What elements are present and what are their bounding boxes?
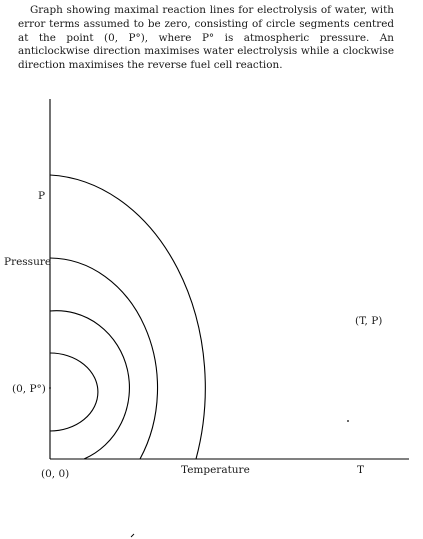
figure-caption: Graph showing maximal reaction lines for electrolysis of water, with error terms assumed to be zero, consisting of circle segments centred at the point (0, P°), where P° is atmospheric pressure. An anticlockwise direction maximises water electrolysis while a clockwise direction maximises the reverse fuel cell reaction. — [18, 4, 394, 72]
centre-label: (0, P°) — [12, 383, 46, 395]
stray-dot — [347, 420, 349, 422]
reaction-arc-4 — [50, 175, 205, 459]
t-axis-label: T — [357, 464, 365, 476]
centre-point — [49, 387, 51, 389]
origin-label: (0, 0) — [41, 468, 70, 480]
stray-tick — [131, 534, 134, 537]
reaction-arc-2 — [50, 311, 129, 459]
reaction-arc-1 — [50, 353, 98, 431]
pressure-label: Pressure — [4, 256, 52, 268]
p-axis-label: P — [38, 190, 46, 202]
point-label: (T, P) — [355, 315, 383, 327]
temperature-label: Temperature — [181, 464, 250, 476]
